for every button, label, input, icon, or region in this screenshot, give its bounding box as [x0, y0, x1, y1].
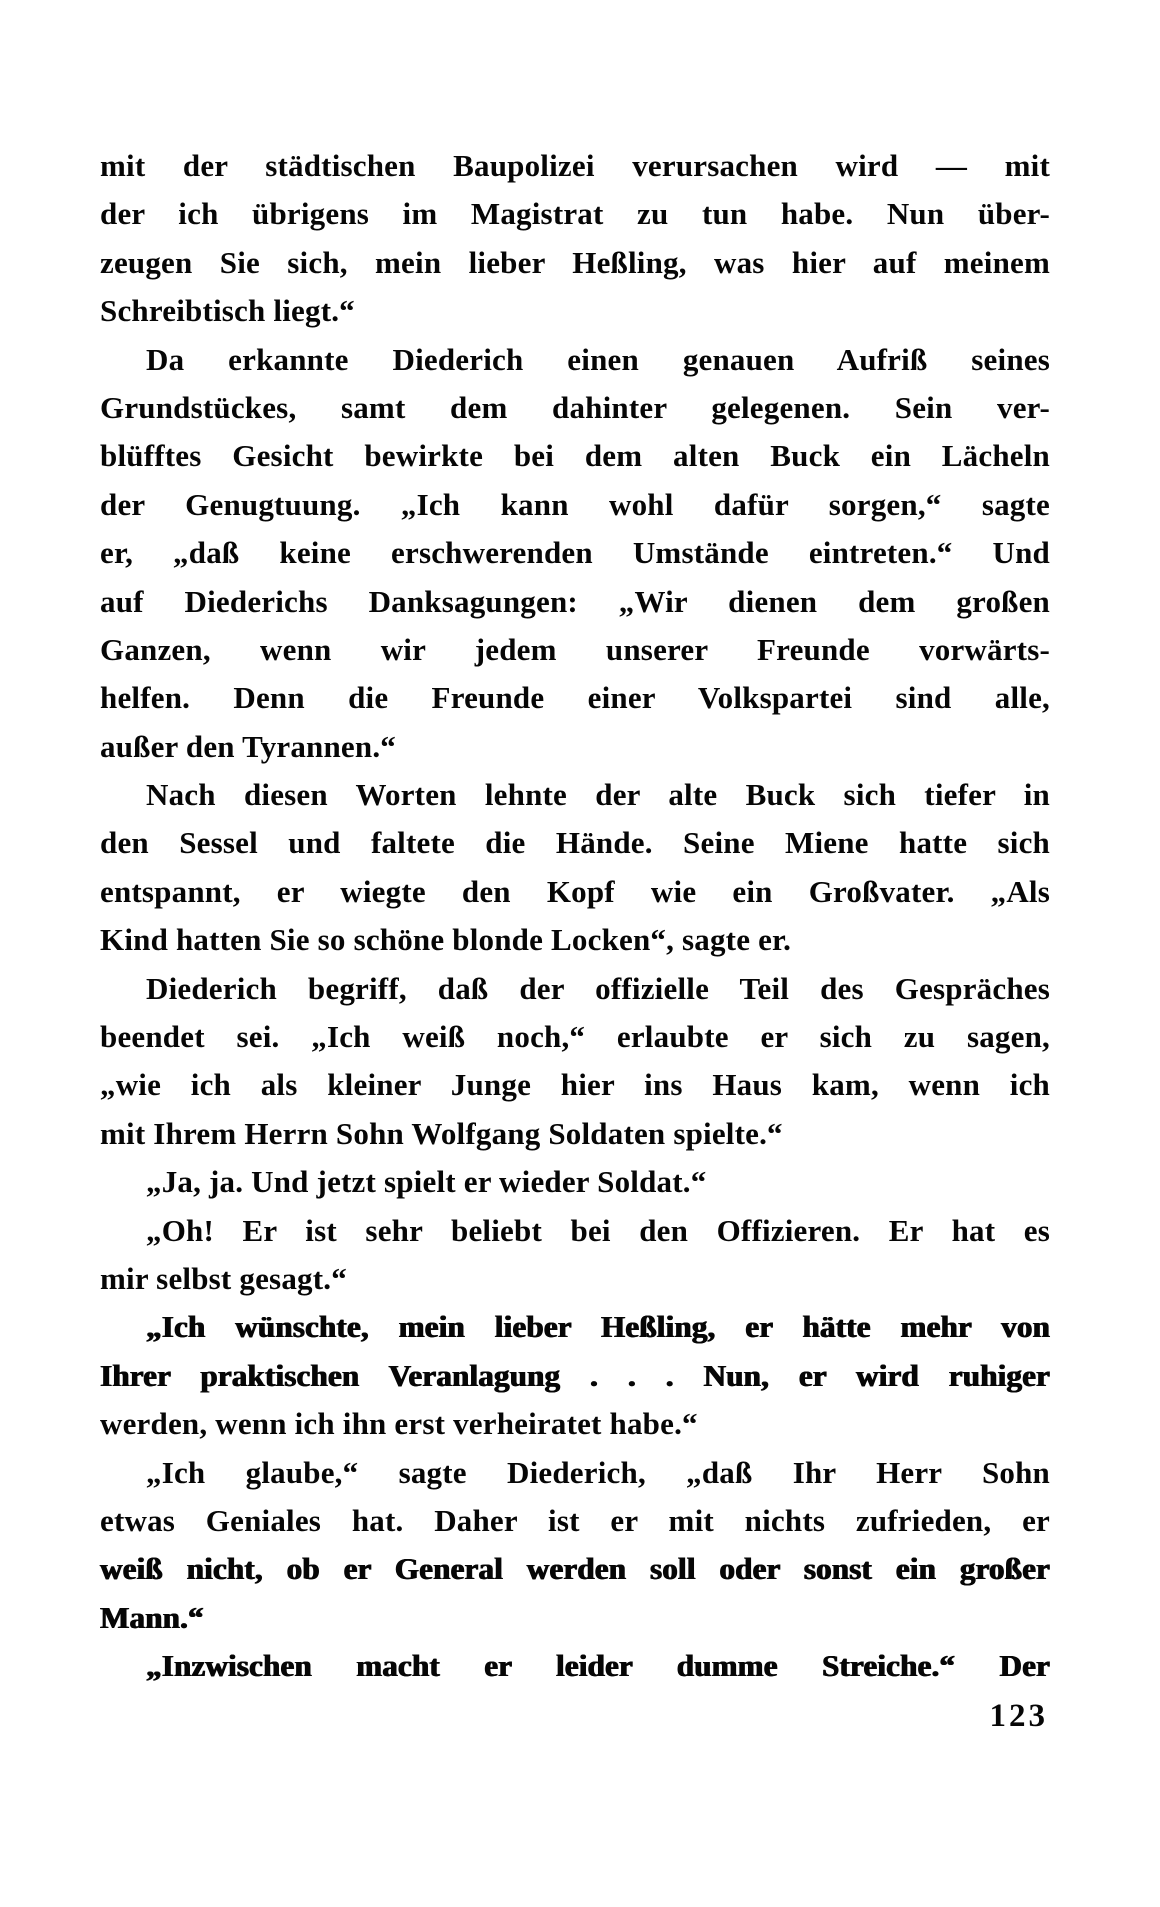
- text-line: er, „daß keine erschwerenden Umstände eintreten.“ Und: [100, 535, 1050, 571]
- text-line: „Ja, ja. Und jetzt spielt er wieder Soldat.“: [146, 1164, 707, 1200]
- text-line: Schreibtisch liegt.“: [100, 293, 355, 329]
- text-line: helfen. Denn die Freunde einer Volkspartei sind alle,: [100, 680, 1050, 716]
- text-line: mit der städtischen Baupolizei verursachen wird — mit: [100, 148, 1050, 183]
- page-number: 123: [989, 1698, 1048, 1734]
- text-line: den Sessel und faltete die Hände. Seine Miene hatte sich: [100, 825, 1050, 861]
- text-line: blüfftes Gesicht bewirkte bei dem alten Buck ein Lächeln: [100, 438, 1050, 474]
- text-line: Diederich begriff, daß der offizielle Teil des Gespräches: [146, 970, 1050, 1006]
- text-line: Kind hatten Sie so schöne blonde Locken“, sagte er.: [100, 922, 792, 958]
- text-line: „Inzwischen macht er leider dumme Streiche.“ Der: [146, 1648, 1050, 1684]
- text-line: Grundstückes, samt dem dahinter gelegenen. Sein ver-: [100, 389, 1050, 425]
- text-line: Ihrer praktischen Veranlagung . . . Nun, er wird ruhiger: [100, 1357, 1050, 1393]
- text-line: werden, wenn ich ihn erst verheiratet habe.“: [100, 1406, 698, 1442]
- text-line: auf Diederichs Danksagungen: „Wir dienen dem großen: [100, 583, 1050, 619]
- text-line: beendet sei. „Ich weiß noch,“ erlaubte er sich zu sagen,: [100, 1019, 1050, 1055]
- text-line: Ganzen, wenn wir jedem unserer Freunde vorwärts-: [100, 631, 1050, 667]
- text-line: „Oh! Er ist sehr beliebt bei den Offizieren. Er hat es: [146, 1212, 1050, 1248]
- text-line: außer den Tyrannen.“: [100, 728, 396, 764]
- text-line: „Ich wünschte, mein lieber Heßling, er hätte mehr von: [146, 1309, 1050, 1345]
- text-line: Da erkannte Diederich einen genauen Aufriß seines: [146, 341, 1050, 377]
- text-line: etwas Geniales hat. Daher ist er mit nichts zufrieden, er: [100, 1502, 1050, 1538]
- text-line: der ich übrigens im Magistrat zu tun habe. Nun über-: [100, 196, 1050, 232]
- page-text: [100, 142, 1050, 1691]
- text-line: mir selbst gesagt.“: [100, 1260, 347, 1296]
- text-line: entspannt, er wiegte den Kopf wie ein Großvater. „Als: [100, 873, 1050, 909]
- text-line: „wie ich als kleiner Junge hier ins Haus kam, wenn ich: [100, 1067, 1050, 1103]
- text-line: der Genugtuung. „Ich kann wohl dafür sorgen,“ sagte: [100, 486, 1050, 522]
- text-line: „Ich glaube,“ sagte Diederich, „daß Ihr Herr Sohn: [146, 1454, 1050, 1490]
- text-line: weiß nicht, ob er General werden soll oder sonst ein großer: [100, 1551, 1050, 1587]
- text-line: Nach diesen Worten lehnte der alte Buck sich tiefer in: [146, 777, 1050, 813]
- text-line: zeugen Sie sich, mein lieber Heßling, was hier auf meinem: [100, 244, 1050, 280]
- text-line: mit Ihrem Herrn Sohn Wolfgang Soldaten spielte.“: [100, 1115, 783, 1151]
- text-line: Mann.“: [100, 1599, 204, 1635]
